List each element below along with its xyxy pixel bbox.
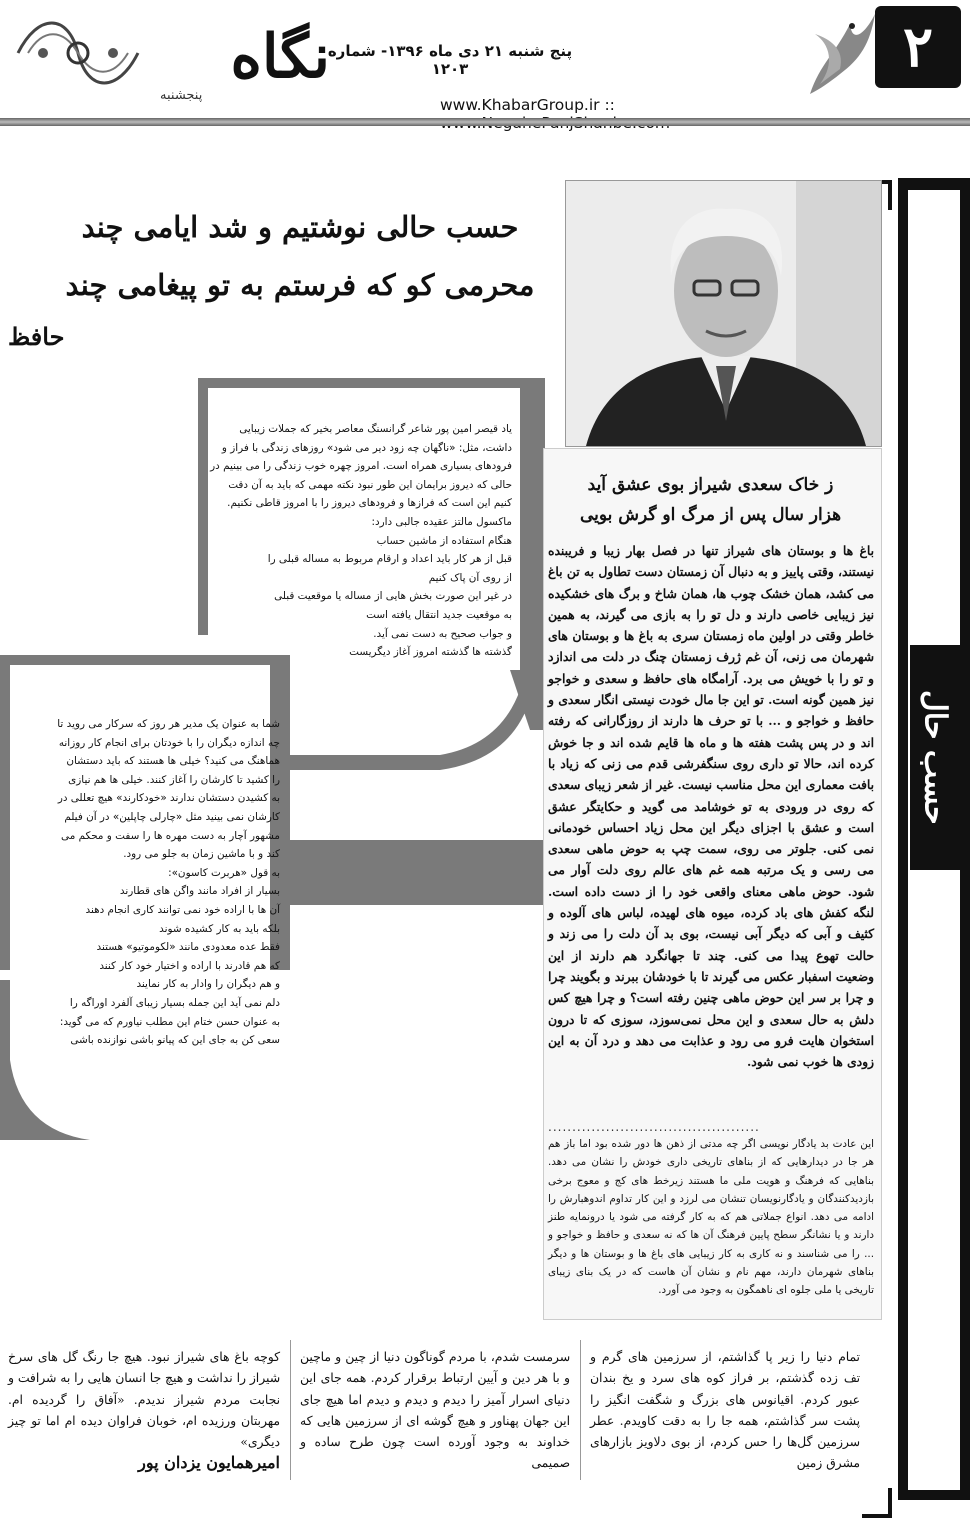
masthead-title: نگاه (230, 22, 330, 92)
section-separator: ............................................ (548, 1120, 760, 1134)
website-url: www.KhabarGroup.ir :: (440, 96, 615, 114)
page-number: ۲ (875, 6, 961, 88)
main-article-heading (548, 470, 873, 530)
column-title-box (910, 645, 960, 870)
author-byline: امیرهمایون یزدان پور (138, 1453, 280, 1472)
quote-a-line: داشت، مثل: «ناگهان چه زود دیر می شود» روزهای زندگی با فراز و (221, 441, 512, 454)
quote-b-line: مشهور آچار به دست مهره ها را سفت و محکم می (61, 829, 280, 842)
quote-b-line: که هم قادرند با اراده و اختیار خود کار کنند (99, 959, 280, 972)
quote-a-line: به موقعیت جدید انتقال یافته است (366, 608, 512, 621)
headline-line-2: محرمی کو که فرستم به تو پیغامی چند (65, 268, 535, 302)
quote-b-line: شما به عنوان یک مدیر هر روز که سرکار می روید تا (57, 718, 280, 730)
quote-a-line: و جواب صحیح به دست نمی آید. (373, 627, 512, 640)
main-heading-line-1: ز خاک سعدی شیراز بوی عشق آید (587, 475, 834, 495)
quote-b-line: آن ها با اراده خود نمی توانند کاری انجام دهند (85, 903, 280, 916)
quote-b-line: به عنوان حسن ختام این مطلب نیاورم که می گوید: (59, 1015, 280, 1028)
quote-b-line: سعی کن به جای این که پیانو باشی نوازنده باشی (70, 1034, 280, 1047)
quote-b-line: بلکه باید به کار کشیده شوند (159, 922, 280, 935)
quote-b-line: به قول «هربرت کاسون»: (168, 866, 280, 879)
quote-box-a (208, 420, 512, 662)
quote-b-line: کند و با ماشین زمان به جلو می رود. (123, 848, 280, 861)
headline-line-1: حسب حالی نوشتیم و شد ایامی چند (81, 210, 519, 244)
bottom-column-3: کوچه باغ های شیراز نبود. هیچ جا رنگ گل های سرخ شیراز را نداشت و هیچ جا انسان هایی را به شرافت و نجابت مردم شیراز ندیدم. «آفاق را گردیده ام. مهربتان ورزیده ام، خوبان فراوان دیده ام اما تو چیز دیگری» (8, 1350, 280, 1450)
corner-bracket-bottom (862, 1488, 892, 1518)
quote-a-line: قبل از هر کار باید اعداد و ارقام مربوط به مساله قبلی را (267, 553, 512, 566)
main-heading-line-2: هزار سال پس از مرگ او گرش بویی (579, 505, 842, 525)
quote-a-line: فرودهای بسیاری همراه است. امروز چهره خوب زندگی را می بینیم در (210, 460, 512, 473)
phoenix-bird-icon (790, 4, 880, 104)
quote-a-line: حالی که دیروز برایمان این طور نبود نکته مهمی که باید به آن دقت (228, 478, 512, 491)
masthead-subtitle: پنجشنبه (160, 88, 203, 103)
quote-b-line: بسیار از افراد مانند واگن های قطارند (119, 885, 280, 898)
column-title: حسب حال (917, 690, 953, 825)
quote-a-line: در غیر این صورت بخش هایی از مساله یا موقعیت قبلی (274, 590, 512, 603)
quote-a-line: ماکسول مالتز عقیده جالبی دارد: (371, 515, 512, 528)
headline (40, 198, 560, 314)
portrait-icon (566, 181, 881, 446)
quote-b-line: را کشید تا کارشان را آغاز کنند. خیلی ها هم نیازی (68, 773, 280, 786)
bottom-column-2: سرمست شدم، با مردم گوناگون دنیا از چین و ماچین و با هر دین و آیین ارتباط برقرار کردم. همه جای این دنیای اسرار آمیز را دیدم و دیدم و دیدم اما هیچ جای این جهان پهناور و هیچ گوشه ای از سرزمین هایی که خداوند به وجود آورده است چون طرح ساده و صمیمی (300, 1350, 570, 1471)
bottom-column-1: تمام دنیا را زیر پا گذاشتم، از سرزمین های گرم و تف زده گذشتم، بر فراز کوه های سرد و یخ بندان عبور کردم. اقیانوس های بزرگ و شگفت انگیز را پشت سر گذاشتم، همه جا را به دقت کاویدم. عطر سرزمین گل‌ها را حس کردم، از بوی دلاویز بازارهای مشرق زمین (590, 1350, 860, 1471)
quote-b-line: هماهنگ می کنید؟ خیلی ها هستند که باید دستشان (66, 755, 280, 768)
quote-a-line: گذشته ها گذشته امروز آغاز دیگریست (349, 646, 512, 659)
column-divider (290, 1340, 291, 1480)
ornament-icon (8, 8, 148, 98)
quote-b-line: کارشان نمی بینید مثل «چارلی چاپلین» در آن فیلم (64, 810, 280, 823)
quote-b-line: فقط عده معدودی مانند «لکوموتیو» هستند (96, 941, 280, 954)
header-divider (0, 118, 970, 126)
quote-a-line: از روی آن پاک کنیم (428, 571, 512, 584)
quote-b-line: چه اندازه دیگران را با خودتان برای انجام کار روزانه (58, 736, 280, 749)
quote-b-line: دلم نمی آید این جمله بسیار زیبای آلفرد اوراگه را (69, 996, 280, 1009)
quote-a-line: هنگام استفاده از ماشین حساب (376, 534, 512, 547)
main-article-body: باغ ها و بوستان های شیراز تنها در فصل بهار زیبا و فریبنده نیستند، وقتی پاییز و به دنبال آن زمستان دست تطاول به تن باغ می کشد، همان خشک چوب ها، همان شاخ و برگ های خشکیده نیز زیبایی خاصی دارند و دل تو را به بازی می گیرند، به همین خاطر وقتی در اولین ماه زمستان سری به باغ ها و بوستان های شهرمان می زنی، آن غم ژرف زمستان چنگ در دلت می اندازد و تو را با خویش می برد. آرامگاه های حافظ و سعدی و خواجو نیز همین گونه است. تو این جا مال خودت نیستی انگار سعدی و حافظ و خواجو و ... با تو حرف ها دارند از روزگارانی که رفته اند و در پس پشت هفته ها و ماه ها قایم شده اند و جا خوش کرده اند، حالا تو داری روی سنگفرشی قدم می زنی که زیاد با بافت معماری این محل مناسب نیست. غیر از شعر زیبای سعدی که روی در ورودی به تو خوشامد می گوید و حکایتگر عشق است و عشق با اجزای دیگر این محل زیاد احساس خودمانی نمی کنی. جلوتر می روی، سمت چپ به حوض ماهی سعدی می رسی و یک مرتبه همه غم های عالم روی دلت آوار می شود. حوض ماهی معنای واقعی خود را از دست داده است. لنگه کفش های باد کرده، میوه های لهیده، لباس های آلوده و کثیف و آبی که دیگر آبی نیست، بوی بد آن دلت را می زند و حالت تهوع پیدا می کنی. چند تا جهانگرد هم دارند از این وضعیت اسفبار عکس می گیرند تا با خودشان ببرند و بگویند چرا و چرا بر سر این حوض ماهی چنین رفته است؟ و چرا هیچ کس دلش به حال سعدی و این محل نمی‌سوزد، سوزی که تا درون استخوان هایت فرو می رود و عذابت می دهد و درد آن به این زودی ها خوب نمی شود. (548, 543, 874, 1070)
column-divider (580, 1340, 581, 1480)
quote-b-line: و هم دیگران را وادار به کار نمایند (136, 978, 280, 991)
author-photo (565, 180, 882, 447)
quote-box-b (18, 715, 280, 1050)
headline-author: حافظ (8, 322, 65, 351)
quote-a-line: یاد قیصر امین پور شاعر گرانسنگ معاصر بخیر که جملات زیبایی (239, 423, 512, 435)
issue-date-line: پنج شنبه ۲۱ دی ماه ۱۳۹۶- شماره ۱۲۰۳ (327, 42, 573, 78)
quote-a-line: کنیم این است که فرازها و فرودهای دیروز را با امروز قاطی نکنیم. (227, 497, 512, 510)
main-article-footnote: این عادت بد یادگار نویسی اگر چه مدتی از ذهن ها دور شده بود اما باز هم هر جا در دیدارهایی که از بناهای تاریخی داری خودش را نشان می دهد. بناهایی که فرهنگ و هویت ملی ما هستند زیرخط های کج و معوج برخی بازدیدکنندگان و یادگارنویسان تنشان می لرزد و این کار تداوم اندوهبارش را ادامه می دهد. انواع جملاتی هم که به کار گرفته می شود یا درونمایه طنز دارند و یا نشانگر سطح پایین فرهنگ آن ها که نه سعدی و حافظ و خواجو و ... را می شناسند و نه کاری به کار زیبایی های باغ ها و بوستان ها و دیگر بناهای شهرمان دارند، مهم نام و نشان آن هاست که در یک بنای زیبای تاریخی یا ملی جلوه ای ناهمگون به وجود می آورد. (548, 1138, 874, 1297)
quote-b-line: به کشیدن دستشان ندارند «خودکارند» هیچ تعللی در (57, 792, 280, 805)
